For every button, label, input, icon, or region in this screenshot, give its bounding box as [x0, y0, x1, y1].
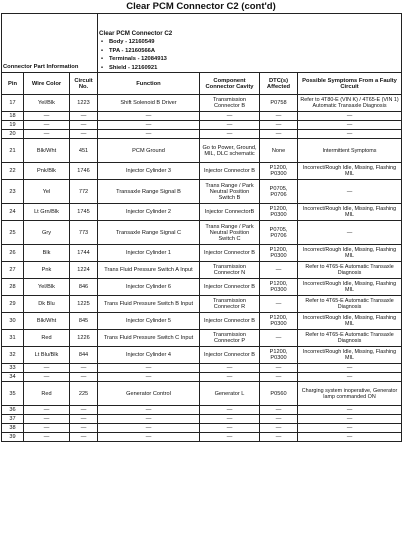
table-row	[2, 415, 402, 424]
wire-color-cell: Blk/Wht	[24, 139, 70, 163]
dtc-cell: P0758	[260, 95, 298, 112]
pin-cell: 29	[2, 296, 24, 313]
function-cell: Injector Cylinder 2	[98, 204, 200, 221]
circuit-cell: —	[70, 112, 98, 121]
symptoms-cell: —	[298, 364, 402, 373]
dtc-cell: P1200, P0300	[260, 279, 298, 296]
table-row	[2, 262, 402, 279]
circuit-cell: 1745	[70, 204, 98, 221]
circuit-cell: —	[70, 130, 98, 139]
wire-color-cell: Lt Blu/Blk	[24, 347, 70, 364]
table-row	[2, 121, 402, 130]
table-row	[2, 95, 402, 112]
connector-part-item: • Shield - 12160921	[109, 64, 400, 73]
circuit-cell: —	[70, 121, 98, 130]
pin-cell: 37	[2, 415, 24, 424]
function-cell: —	[98, 121, 200, 130]
wire-color-cell: Dk Blu	[24, 296, 70, 313]
dtc-cell: P1200, P0300	[260, 204, 298, 221]
header-component-cavity: Component Connector Cavity	[200, 73, 260, 95]
symptoms-cell: —	[298, 373, 402, 382]
dtc-cell: P1200, P0300	[260, 347, 298, 364]
function-cell: Shift Solenoid B Driver	[98, 95, 200, 112]
function-cell: Injector Cylinder 3	[98, 163, 200, 180]
table-row	[2, 364, 402, 373]
table-row	[2, 373, 402, 382]
table-row	[2, 330, 402, 347]
dtc-cell: —	[260, 330, 298, 347]
symptoms-cell: —	[298, 433, 402, 442]
circuit-cell: 846	[70, 279, 98, 296]
circuit-cell: 1746	[70, 163, 98, 180]
wire-color-cell: Blk/Wht	[24, 313, 70, 330]
function-cell: —	[98, 130, 200, 139]
function-cell: Injector Cylinder 5	[98, 313, 200, 330]
wire-color-cell: Red	[24, 382, 70, 406]
symptoms-cell: Incorrect/Rough Idle, Missing, Flashing MIL	[298, 163, 402, 180]
dtc-cell: P1200, P0300	[260, 245, 298, 262]
table-row	[2, 163, 402, 180]
function-cell: —	[98, 415, 200, 424]
component-cell: —	[200, 433, 260, 442]
pin-cell: 19	[2, 121, 24, 130]
component-cell: Transmission Connector B	[200, 95, 260, 112]
header-function: Function	[98, 73, 200, 95]
table-row	[2, 382, 402, 406]
connector-table	[1, 13, 402, 442]
component-cell: Injector ConnectorB	[200, 204, 260, 221]
header-wire-color: Wire Color	[24, 73, 70, 95]
function-cell: Injector Cylinder 4	[98, 347, 200, 364]
connector-part-item: • Body - 12160549	[109, 38, 400, 47]
circuit-cell: 1224	[70, 262, 98, 279]
pin-cell: 28	[2, 279, 24, 296]
pin-cell: 36	[2, 406, 24, 415]
function-cell: —	[98, 112, 200, 121]
table-body	[2, 95, 402, 442]
table-row	[2, 347, 402, 364]
pin-cell: 31	[2, 330, 24, 347]
component-cell: Injector Connector B	[200, 279, 260, 296]
symptoms-cell: Intermittent Symptoms	[298, 139, 402, 163]
symptoms-cell: Incorrect/Rough Idle, Missing, Flashing MIL	[298, 347, 402, 364]
pin-cell: 34	[2, 373, 24, 382]
dtc-cell: —	[260, 373, 298, 382]
pin-cell: 26	[2, 245, 24, 262]
page-title: Clear PCM Connector C2 (cont'd)	[126, 1, 276, 12]
symptoms-cell: —	[298, 121, 402, 130]
symptoms-cell: Refer to 4T65-E Automatic Transaxle Diagnosis	[298, 262, 402, 279]
wire-color-cell: Yel/Blk	[24, 95, 70, 112]
symptoms-cell: Incorrect/Rough Idle, Missing, Flashing MIL	[298, 245, 402, 262]
circuit-cell: 1744	[70, 245, 98, 262]
pin-cell: 21	[2, 139, 24, 163]
pin-cell: 24	[2, 204, 24, 221]
component-cell: —	[200, 415, 260, 424]
pin-cell: 22	[2, 163, 24, 180]
function-cell: —	[98, 424, 200, 433]
wire-color-cell: —	[24, 364, 70, 373]
table-row	[2, 221, 402, 245]
pin-cell: 32	[2, 347, 24, 364]
header-symptoms: Possible Symptoms From a Faulty Circuit	[298, 73, 402, 95]
header-pin: Pin	[2, 73, 24, 95]
pin-cell: 35	[2, 382, 24, 406]
symptoms-cell: —	[298, 415, 402, 424]
component-cell: Injector Connector B	[200, 347, 260, 364]
table-header-block	[2, 14, 402, 95]
table-row	[2, 204, 402, 221]
component-cell: —	[200, 112, 260, 121]
function-cell: —	[98, 433, 200, 442]
symptoms-cell: —	[298, 112, 402, 121]
dtc-cell: P1200, P0300	[260, 163, 298, 180]
pin-cell: 30	[2, 313, 24, 330]
connector-info-box	[98, 14, 402, 73]
pin-cell: 27	[2, 262, 24, 279]
function-cell: Injector Cylinder 6	[98, 279, 200, 296]
symptoms-cell: Charging system inoperative, Generator lamp commanded ON	[298, 382, 402, 406]
table-row	[2, 424, 402, 433]
pin-cell: 17	[2, 95, 24, 112]
circuit-cell: —	[70, 373, 98, 382]
wire-color-cell: Blk	[24, 245, 70, 262]
connector-part-item: • TPA - 12160566A	[109, 47, 400, 56]
circuit-cell: 1226	[70, 330, 98, 347]
pin-cell: 39	[2, 433, 24, 442]
component-cell: Transmission Connector R	[200, 296, 260, 313]
dtc-cell: —	[260, 112, 298, 121]
table-row	[2, 279, 402, 296]
component-cell: —	[200, 406, 260, 415]
symptoms-cell: —	[298, 221, 402, 245]
dtc-cell: —	[260, 433, 298, 442]
pin-cell: 20	[2, 130, 24, 139]
table-row	[2, 313, 402, 330]
symptoms-cell: Refer to 4T80-E (VIN K) / 4T65-E (VIN 1) Automatic Transaxle Diagnosis	[298, 95, 402, 112]
circuit-cell: 772	[70, 180, 98, 204]
dtc-cell: —	[260, 130, 298, 139]
connector-part-info-label: Connector Part Information	[2, 14, 98, 73]
symptoms-cell: —	[298, 180, 402, 204]
dtc-cell: —	[260, 406, 298, 415]
component-cell: Transmission Connector N	[200, 262, 260, 279]
connector-part-item: • Terminals - 12084913	[109, 55, 400, 64]
component-cell: —	[200, 373, 260, 382]
function-cell: PCM Ground	[98, 139, 200, 163]
wire-color-cell: Lt Grn/Blk	[24, 204, 70, 221]
function-cell: Transaxle Range Signal C	[98, 221, 200, 245]
table-row	[2, 112, 402, 121]
circuit-cell: —	[70, 433, 98, 442]
dtc-cell: —	[260, 415, 298, 424]
component-cell: Transmission Connector P	[200, 330, 260, 347]
circuit-cell: 1225	[70, 296, 98, 313]
component-cell: —	[200, 121, 260, 130]
circuit-cell: 451	[70, 139, 98, 163]
pin-cell: 33	[2, 364, 24, 373]
component-cell: Trans Range / Park Neutral Position Switch B	[200, 180, 260, 204]
dtc-cell: —	[260, 121, 298, 130]
header-circuit-no: Circuit No.	[70, 73, 98, 95]
wire-color-cell: —	[24, 415, 70, 424]
component-cell: —	[200, 424, 260, 433]
wire-color-cell: —	[24, 406, 70, 415]
dtc-cell: —	[260, 296, 298, 313]
symptoms-cell: —	[298, 424, 402, 433]
header-dtc: DTC(s) Affected	[260, 73, 298, 95]
wire-color-cell: Yel	[24, 180, 70, 204]
function-cell: —	[98, 364, 200, 373]
wire-color-cell: Yel/Blk	[24, 279, 70, 296]
wire-color-cell: —	[24, 112, 70, 121]
function-cell: Transaxle Range Signal B	[98, 180, 200, 204]
function-cell: Generator Control	[98, 382, 200, 406]
function-cell: Trans Fluid Pressure Switch C Input	[98, 330, 200, 347]
dtc-cell: P0705, P0706	[260, 221, 298, 245]
dtc-cell: P0705, P0706	[260, 180, 298, 204]
circuit-cell: —	[70, 406, 98, 415]
function-cell: —	[98, 406, 200, 415]
component-cell: Generator L	[200, 382, 260, 406]
component-cell: Trans Range / Park Neutral Position Switch C	[200, 221, 260, 245]
symptoms-cell: —	[298, 130, 402, 139]
symptoms-cell: Incorrect/Rough Idle, Missing, Flashing MIL	[298, 313, 402, 330]
function-cell: Injector Cylinder 1	[98, 245, 200, 262]
table-row	[2, 296, 402, 313]
dtc-cell: None	[260, 139, 298, 163]
wire-color-cell: Pnk	[24, 262, 70, 279]
symptoms-cell: —	[298, 406, 402, 415]
wire-color-cell: —	[24, 433, 70, 442]
connector-parts-list	[99, 38, 400, 72]
pin-cell: 25	[2, 221, 24, 245]
table-row	[2, 130, 402, 139]
function-cell: —	[98, 373, 200, 382]
circuit-cell: —	[70, 424, 98, 433]
component-cell: Go to Power, Ground, MIL, DLC schematic	[200, 139, 260, 163]
circuit-cell: 845	[70, 313, 98, 330]
table-row	[2, 406, 402, 415]
circuit-cell: 844	[70, 347, 98, 364]
symptoms-cell: Refer to 4T65-E Automatic Transaxle Diagnosis	[298, 330, 402, 347]
circuit-cell: 225	[70, 382, 98, 406]
dtc-cell: —	[260, 262, 298, 279]
pin-cell: 23	[2, 180, 24, 204]
circuit-cell: —	[70, 415, 98, 424]
wire-color-cell: —	[24, 121, 70, 130]
wire-color-cell: —	[24, 130, 70, 139]
table-row	[2, 433, 402, 442]
table-row	[2, 180, 402, 204]
symptoms-cell: Incorrect/Rough Idle, Missing, Flashing MIL	[298, 204, 402, 221]
table-row	[2, 139, 402, 163]
pin-cell: 38	[2, 424, 24, 433]
circuit-cell: —	[70, 364, 98, 373]
dtc-cell: P1200, P0300	[260, 313, 298, 330]
wire-color-cell: —	[24, 424, 70, 433]
component-cell: —	[200, 364, 260, 373]
table-row	[2, 245, 402, 262]
dtc-cell: —	[260, 364, 298, 373]
wire-color-cell: Red	[24, 330, 70, 347]
component-cell: Injector Connector B	[200, 313, 260, 330]
dtc-cell: P0560	[260, 382, 298, 406]
dtc-cell: —	[260, 424, 298, 433]
symptoms-cell: Incorrect/Rough Idle, Missing, Flashing MIL	[298, 279, 402, 296]
wire-color-cell: —	[24, 373, 70, 382]
wire-color-cell: Pnk/Blk	[24, 163, 70, 180]
circuit-cell: 1223	[70, 95, 98, 112]
function-cell: Trans Fluid Pressure Switch B Input	[98, 296, 200, 313]
component-cell: —	[200, 130, 260, 139]
component-cell: Injector Connector B	[200, 163, 260, 180]
wire-color-cell: Gry	[24, 221, 70, 245]
pin-cell: 18	[2, 112, 24, 121]
function-cell: Trans Fluid Pressure Switch A Input	[98, 262, 200, 279]
circuit-cell: 773	[70, 221, 98, 245]
component-cell: Injector Connector B	[200, 245, 260, 262]
connector-name: Clear PCM Connector C2	[99, 30, 173, 37]
symptoms-cell: Refer to 4T65-E Automatic Transaxle Diagnosis	[298, 296, 402, 313]
